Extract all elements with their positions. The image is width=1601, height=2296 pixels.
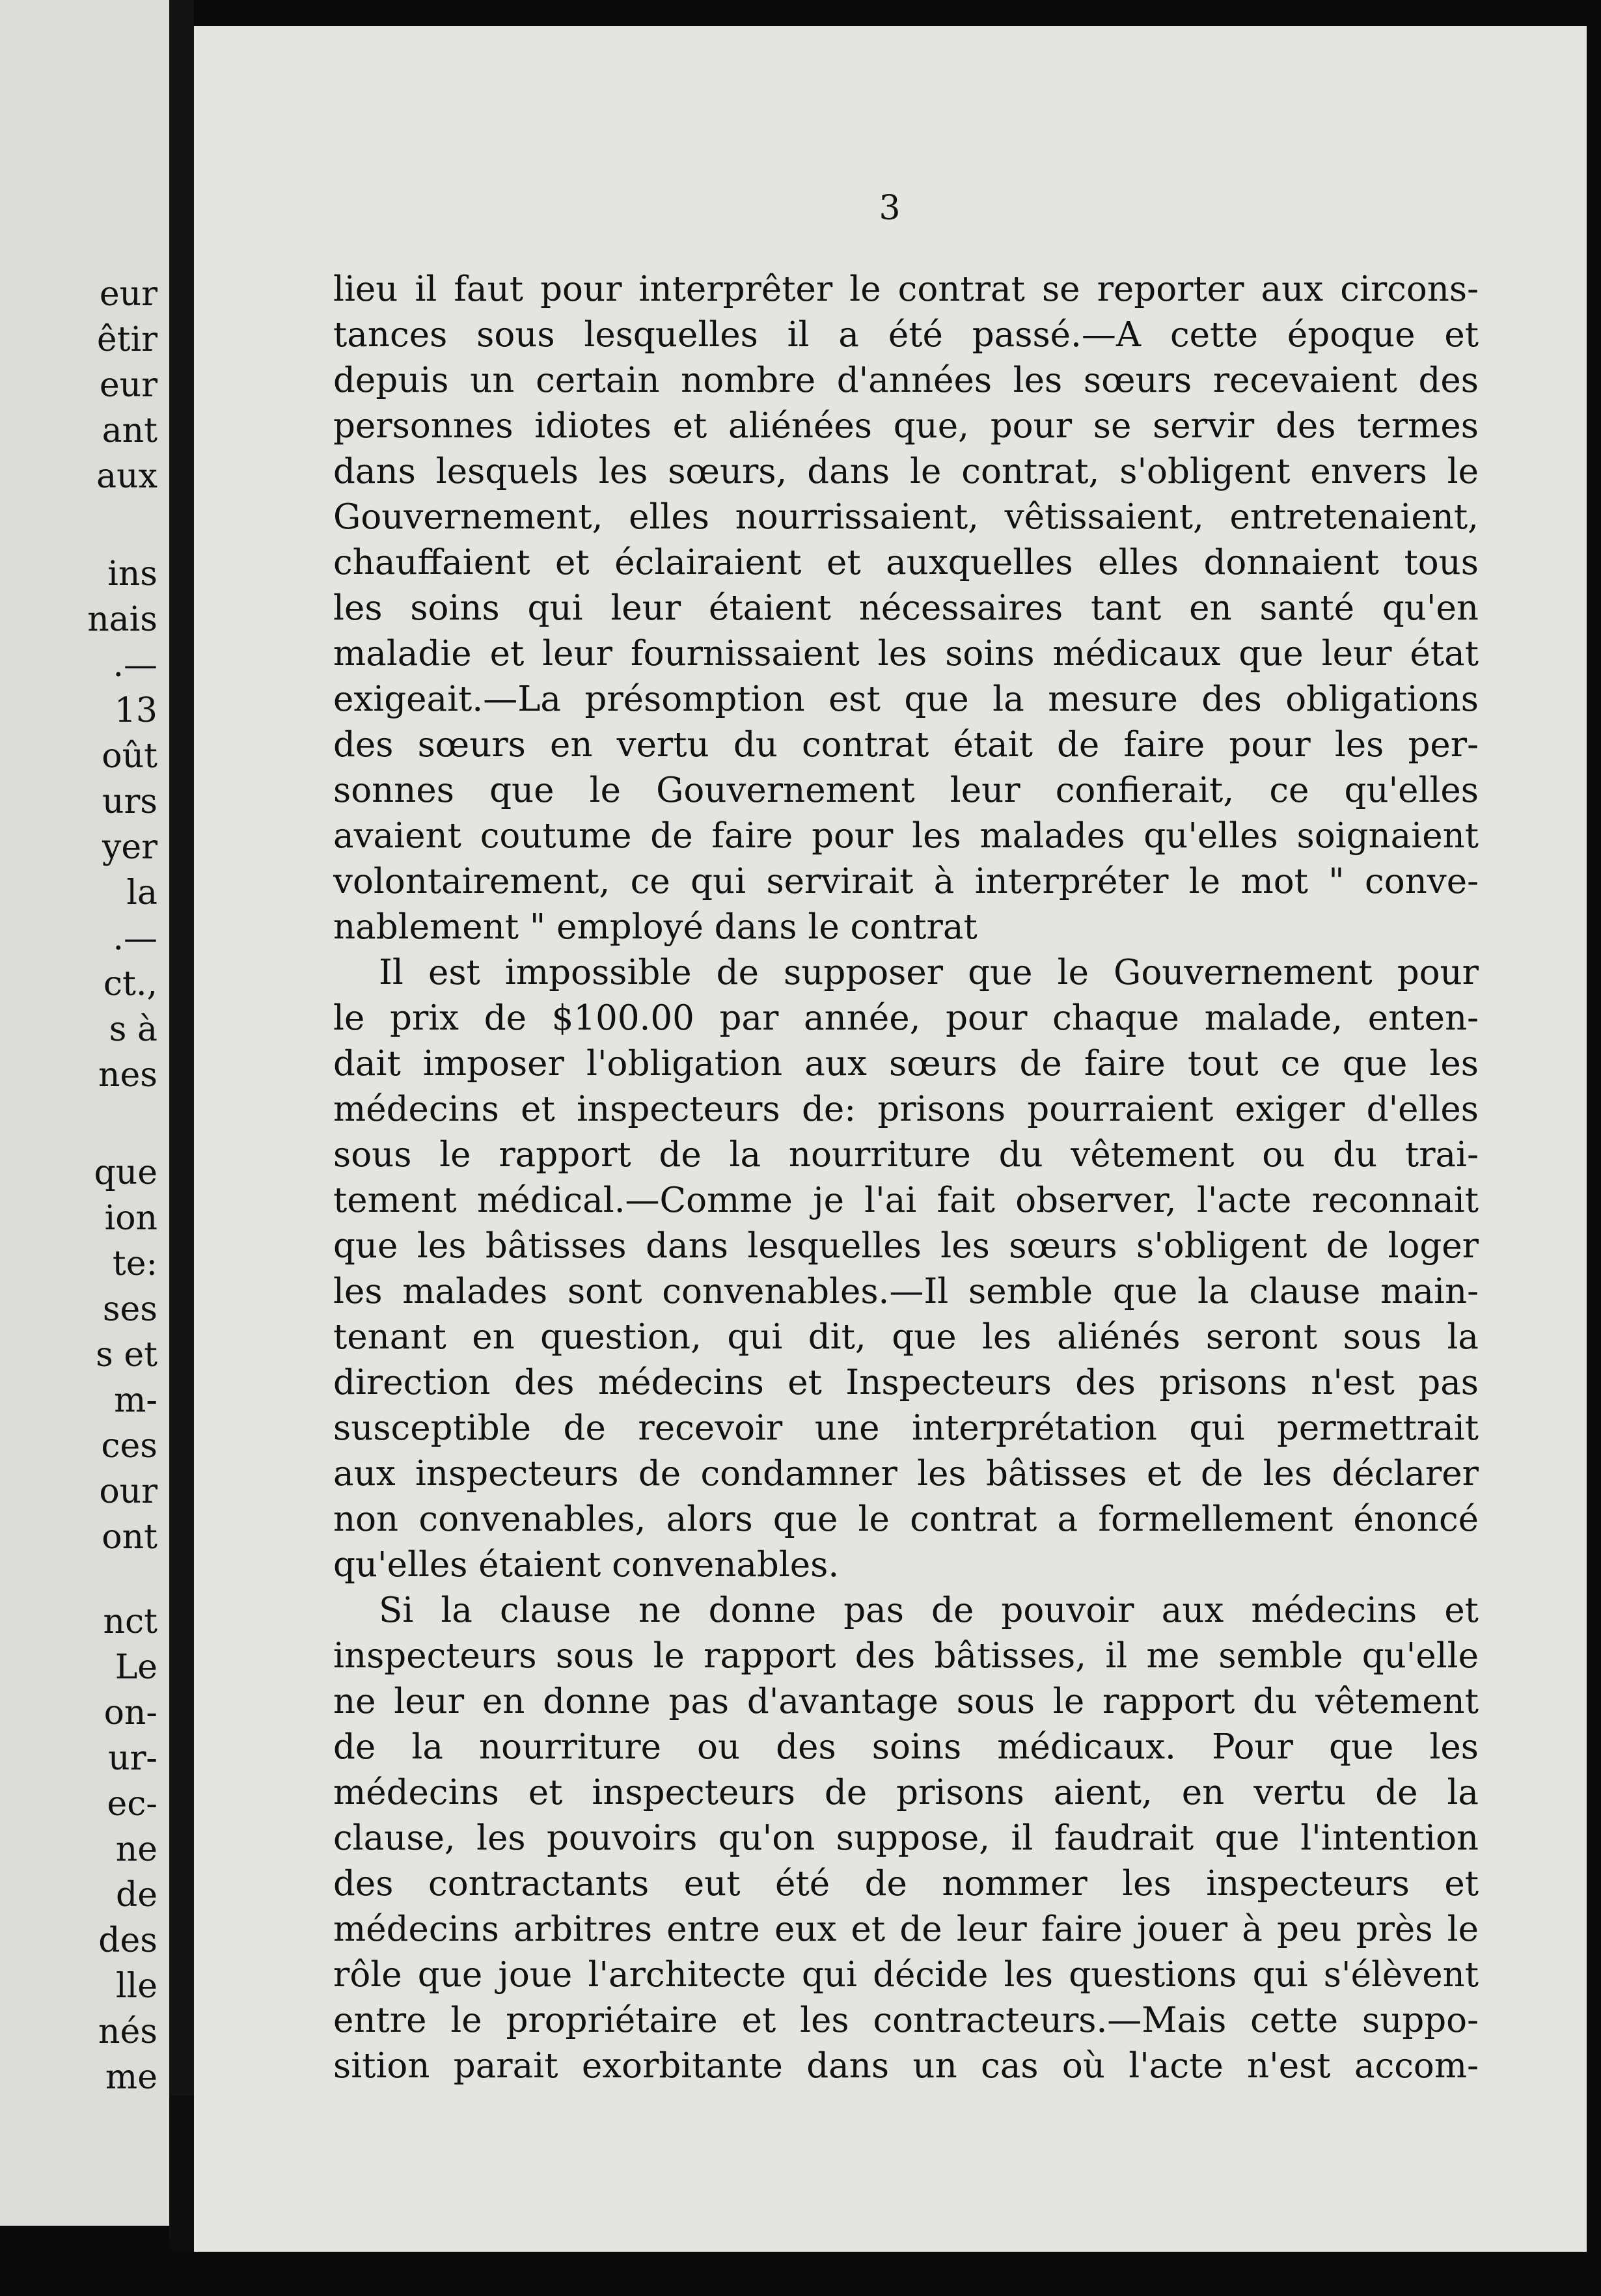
prev-page-text: yer (102, 828, 157, 867)
text-line: les malades sont convenables.—Il semble que la clause main- (333, 1272, 1479, 1311)
text-line: tances sous lesquelles il a été passé.—A cette époque et (333, 315, 1479, 355)
text-line: non convenables, alors que le contrat a formellement énoncé (333, 1499, 1479, 1539)
prev-page-text: ces (101, 1427, 157, 1466)
text-line: dait imposer l'obligation aux sœurs de faire tout ce que les (333, 1044, 1479, 1084)
text-line: Gouvernement, elles nourrissaient, vêtissaient, entretenaient, (333, 497, 1479, 537)
text-line: médecins et inspecteurs de: prisons pourraient exiger d'elles (333, 1089, 1479, 1129)
prev-page-text: ne (115, 1830, 157, 1869)
prev-page-text: s et (96, 1335, 157, 1374)
prev-page-text: que (94, 1153, 157, 1192)
text-line: tement médical.—Comme je l'ai fait observer, l'acte reconnait (333, 1181, 1479, 1220)
prev-page-text: ion (104, 1199, 157, 1238)
previous-page-fragment (0, 0, 169, 2226)
text-line: tenant en question, qui dit, que les aliénés seront sous la (333, 1317, 1479, 1357)
prev-page-text: des (98, 1921, 157, 1960)
document-page (194, 26, 1587, 2252)
text-line: clause, les pouvoirs qu'on suppose, il faudrait que l'intention (333, 1818, 1479, 1858)
text-line: que les bâtisses dans lesquelles les sœurs s'obligent de loger (333, 1226, 1479, 1266)
text-line: avaient coutume de faire pour les malades qu'elles soignaient (333, 816, 1479, 856)
text-line: maladie et leur fournissaient les soins médicaux que leur état (333, 634, 1479, 674)
prev-page-text: our (99, 1472, 157, 1511)
text-line: des contractants eut été de nommer les inspecteurs et (333, 1864, 1479, 1904)
text-line: les soins qui leur étaient nécessaires tant en santé qu'en (333, 588, 1479, 628)
prev-page-text: ont (102, 1518, 157, 1557)
text-line: exigeait.—La présomption est que la mesure des obligations (333, 679, 1479, 719)
prev-page-text: la (126, 873, 157, 912)
text-line: direction des médecins et Inspecteurs des prisons n'est pas (333, 1363, 1479, 1402)
text-line: ne leur en donne pas d'avantage sous le rapport du vêtement (333, 1682, 1479, 1721)
prev-page-text: Le (115, 1648, 157, 1687)
text-line: rôle que joue l'architecte qui décide les questions qui s'élèvent (333, 1955, 1479, 1995)
text-line: personnes idiotes et aliénées que, pour se servir des termes (333, 406, 1479, 446)
text-line: le prix de $100.00 par année, pour chaque malade, enten- (333, 998, 1479, 1038)
prev-page-text: me (105, 2058, 157, 2097)
paragraph-first-line: Si la clause ne donne pas de pouvoir aux médecins et (379, 1591, 1479, 1630)
text-line: inspecteurs sous le rapport des bâtisses, il me semble qu'elle (333, 1636, 1479, 1676)
text-line: lieu il faut pour interprêter le contrat se reporter aux circons- (333, 269, 1479, 309)
prev-page-text: m- (114, 1381, 157, 1420)
book-gutter (169, 0, 194, 2239)
prev-page-text: ur- (108, 1739, 157, 1778)
prev-page-text: de (115, 1876, 157, 1915)
scan-bottom-edge (0, 2252, 1601, 2296)
page-number: 3 (879, 189, 902, 228)
prev-page-text: nes (98, 1056, 157, 1095)
prev-page-text: lle (115, 1967, 157, 2006)
prev-page-text: s à (109, 1010, 157, 1049)
prev-page-text: nés (98, 2012, 157, 2051)
body-text (333, 267, 1479, 2089)
text-line: qu'elles étaient convenables. (333, 1545, 840, 1585)
prev-page-text: ses (102, 1290, 157, 1329)
text-line: susceptible de recevoir une interprétation qui permettrait (333, 1408, 1479, 1448)
text-line: depuis un certain nombre d'années les sœurs recevaient des (333, 361, 1479, 400)
prev-page-text: ec- (107, 1784, 157, 1824)
text-line: aux inspecteurs de condamner les bâtisses et de les déclarer (333, 1454, 1479, 1494)
prev-page-text: on- (103, 1693, 157, 1732)
paragraph-first-line: Il est impossible de supposer que le Gouvernement pour (379, 953, 1479, 992)
text-line: chauffaient et éclairaient et auxquelles elles donnaient tous (333, 543, 1479, 582)
prev-page-text: .— (113, 646, 157, 685)
prev-page-text: ins (107, 554, 157, 594)
prev-page-text: aux (96, 457, 157, 496)
prev-page-text: eur (99, 275, 157, 314)
prev-page-text: te: (112, 1244, 157, 1283)
text-line: médecins et inspecteurs de prisons aient, en vertu de la (333, 1773, 1479, 1812)
prev-page-text: êtir (96, 320, 157, 359)
text-line: de la nourriture ou des soins médicaux. Pour que les (333, 1727, 1479, 1767)
prev-page-text: nais (87, 600, 157, 639)
text-line: sition parait exorbitante dans un cas où l'acte n'est accom- (333, 2046, 1479, 2086)
text-line: dans lesquels les sœurs, dans le contrat, s'obligent envers le (333, 452, 1479, 491)
text-line: médecins arbitres entre eux et de leur faire jouer à peu près le (333, 1909, 1479, 1949)
prev-page-text: oût (102, 737, 157, 776)
text-line: volontairement, ce qui servirait à interpréter le mot " conve- (333, 862, 1479, 901)
text-line: des sœurs en vertu du contrat était de faire pour les per- (333, 725, 1479, 765)
prev-page-text: nct (103, 1602, 157, 1641)
text-line: sonnes que le Gouvernement leur confierait, ce qu'elles (333, 771, 1479, 810)
text-line: sous le rapport de la nourriture du vêtement ou du trai- (333, 1135, 1479, 1175)
text-line: nablement " employé dans le contrat (333, 907, 978, 947)
prev-page-text: ant (102, 411, 157, 450)
prev-page-text: .— (113, 919, 157, 958)
prev-page-text: 13 (114, 691, 157, 730)
prev-page-text: eur (99, 366, 157, 405)
prev-page-text: urs (102, 782, 157, 821)
prev-page-text: ct., (103, 964, 157, 1004)
text-line: entre le propriétaire et les contracteurs.—Mais cette suppo- (333, 2001, 1479, 2040)
